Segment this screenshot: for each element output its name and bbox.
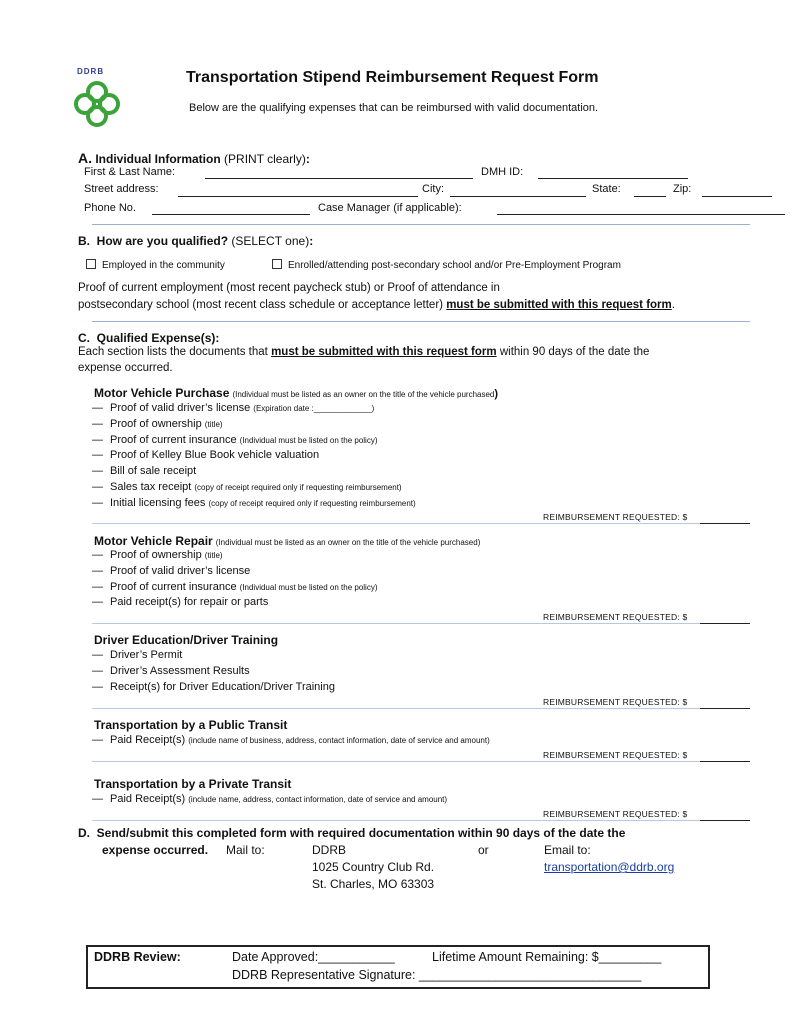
dash-bullet: — <box>92 402 103 414</box>
checklist-item <box>92 734 490 746</box>
checklist-item-text: Proof of ownership <box>110 417 202 430</box>
checklist-item-text: Paid Receipt(s) <box>110 793 186 805</box>
email-link[interactable]: transportation@ddrb.org <box>544 860 675 874</box>
phone-label: Phone No. <box>84 202 136 214</box>
checklist-item-text: Proof of valid driver’s license <box>110 564 251 577</box>
mv-repair-heading: Motor Vehicle Repair (Individual must be listed as an owner on the title of the vehicle purchased) <box>94 534 481 548</box>
private-transit-amount-field[interactable] <box>700 820 750 821</box>
checklist-item-note: (include name, address, contact information, date of service and amount) <box>188 795 448 804</box>
option-enrolled[interactable]: Enrolled/attending post-secondary school and/or Pre-Employment Program <box>272 259 621 271</box>
dash-bullet: — <box>92 734 103 746</box>
checklist-item <box>92 581 378 593</box>
checklist-item <box>92 596 268 608</box>
dash-bullet: — <box>92 681 103 694</box>
zip-field[interactable] <box>702 196 772 197</box>
section-c-intro-line1: Each section lists the documents that must be submitted with this request form within 90 days of the date the <box>78 346 650 358</box>
state-label: State: <box>592 183 621 195</box>
divider <box>92 623 700 624</box>
section-d-line2: expense occurred. <box>102 843 209 857</box>
phone-field[interactable] <box>152 214 310 215</box>
first-last-field[interactable] <box>205 178 473 179</box>
lifetime-amount-field[interactable]: Lifetime Amount Remaining: $_________ <box>432 950 662 964</box>
section-b-heading: B. How are you qualified? (SELECT one): <box>78 234 314 248</box>
checklist-item <box>92 681 335 693</box>
dmh-id-field[interactable] <box>538 178 688 179</box>
checklist-item <box>92 649 182 661</box>
checklist-item-note: (copy of receipt required only if requesting reimbursement) <box>194 483 402 492</box>
dash-bullet: — <box>92 449 103 462</box>
case-manager-label: Case Manager (if applicable): <box>318 202 462 214</box>
address-line2: 1025 Country Club Rd. <box>312 860 435 874</box>
checklist-item-text: Initial licensing fees <box>110 496 206 509</box>
mv-purchase-amount-field[interactable] <box>700 523 750 524</box>
checklist-item-text: Sales tax receipt <box>110 481 192 493</box>
case-manager-field[interactable] <box>497 214 785 215</box>
proof-text-line2: postsecondary school (most recent class schedule or acceptance letter) must be submitted with this request form. <box>78 299 675 311</box>
dash-bullet: — <box>92 481 103 493</box>
divider <box>92 321 750 322</box>
dash-bullet: — <box>92 665 103 678</box>
divider <box>92 224 750 225</box>
checklist-item <box>92 449 319 461</box>
checklist-item-text: Proof of ownership <box>110 549 202 561</box>
ddrb-review-box <box>86 945 710 989</box>
divider <box>92 761 700 762</box>
checklist-item-text: Proof of Kelley Blue Book vehicle valuation <box>110 449 320 462</box>
public-transit-reimbursement-label: REIMBURSEMENT REQUESTED: $ <box>543 750 688 760</box>
section-a-heading: A. Individual Information (PRINT clearly): <box>78 150 310 166</box>
checklist-item <box>92 418 223 430</box>
address-line3: St. Charles, MO 63303 <box>312 877 435 891</box>
checklist-item-text: Paid Receipt(s) <box>110 734 186 746</box>
page-title: Transportation Stipend Reimbursement Request Form <box>186 69 599 86</box>
ddrb-logo-icon <box>72 80 122 128</box>
section-d-heading: D. Send/submit this completed form with required documentation within 90 days of the date the <box>78 826 626 840</box>
street-label: Street address: <box>84 183 159 195</box>
address-line1: DDRB <box>312 843 347 857</box>
divider <box>92 820 700 821</box>
checklist-item-text: Paid receipt(s) for repair or parts <box>110 596 269 609</box>
mv-purchase-heading: Motor Vehicle Purchase (Individual must be listed as an owner on the title of the vehicle purchased) <box>94 386 499 400</box>
checklist-item <box>92 402 374 414</box>
dash-bullet: — <box>92 596 103 609</box>
checklist-item <box>92 549 223 561</box>
checklist-item <box>92 565 250 577</box>
mv-purchase-reimbursement-label: REIMBURSEMENT REQUESTED: $ <box>543 512 688 522</box>
street-field[interactable] <box>178 196 418 197</box>
proof-text-line1: Proof of current employment (most recent paycheck stub) or Proof of attendance in <box>78 282 500 294</box>
checklist-item-note: (title) <box>204 419 223 429</box>
divider <box>92 523 700 524</box>
public-transit-amount-field[interactable] <box>700 761 750 762</box>
divider <box>92 708 700 709</box>
dash-bullet: — <box>92 549 103 561</box>
checklist-item-text: Proof of valid driver’s license <box>110 402 251 414</box>
driver-ed-heading: Driver Education/Driver Training <box>94 633 279 647</box>
checklist-item <box>92 793 447 805</box>
page-subtitle: Below are the qualifying expenses that can be reimbursed with valid documentation. <box>189 102 599 114</box>
checklist-item-text: Driver’s Permit <box>110 649 183 661</box>
city-field[interactable] <box>450 196 586 197</box>
checklist-item-note: (copy of receipt required only if requesting reimbursement) <box>208 498 416 508</box>
checklist-item-note: (include name of business, address, contact information, date of service and amount) <box>188 736 490 745</box>
dash-bullet: — <box>92 564 103 577</box>
checklist-item <box>92 481 402 493</box>
dmh-id-label: DMH ID: <box>481 166 524 178</box>
checklist-item-text: Receipt(s) for Driver Education/Driver Training <box>110 681 335 694</box>
checklist-item <box>92 434 378 446</box>
checklist-item-text: Proof of current insurance <box>110 433 237 446</box>
dash-bullet: — <box>92 433 103 446</box>
option-employed[interactable]: Employed in the community <box>86 259 225 271</box>
dash-bullet: — <box>92 465 103 478</box>
dash-bullet: — <box>92 580 103 593</box>
checklist-item-text: Driver’s Assessment Results <box>110 665 250 678</box>
checklist-item-note: (title) <box>204 551 223 560</box>
section-c-heading: C. Qualified Expense(s): <box>78 331 220 345</box>
mail-to-label: Mail to: <box>226 843 265 857</box>
section-c-intro-line2: expense occurred. <box>78 362 173 374</box>
state-field[interactable] <box>634 196 666 197</box>
review-title: DDRB Review: <box>94 950 181 964</box>
driver-ed-reimbursement-label: REIMBURSEMENT REQUESTED: $ <box>543 697 688 707</box>
or-label: or <box>478 843 489 857</box>
dash-bullet: — <box>92 793 103 805</box>
employed-checkbox[interactable] <box>86 259 96 269</box>
checklist-item-note: (Individual must be listed on the policy) <box>239 582 378 592</box>
checklist-item <box>92 497 416 509</box>
signature-field[interactable]: DDRB Representative Signature: ________________________________ <box>232 968 642 982</box>
email-to-label: Email to: <box>544 843 591 857</box>
dash-bullet: — <box>92 649 103 661</box>
public-transit-heading: Transportation by a Public Transit <box>94 718 288 732</box>
checklist-item-text: Bill of sale receipt <box>110 465 197 478</box>
checklist-item-note: (Expiration date :_____________) <box>253 404 375 413</box>
mv-repair-reimbursement-label: REIMBURSEMENT REQUESTED: $ <box>543 612 688 622</box>
enrolled-checkbox[interactable] <box>272 259 282 269</box>
checklist-item-text: Proof of current insurance <box>110 580 237 593</box>
org-logo-text: DDRB <box>77 67 105 76</box>
private-transit-heading: Transportation by a Private Transit <box>94 777 292 791</box>
date-approved-field[interactable]: Date Approved:___________ <box>232 950 395 964</box>
checklist-item-note: (Individual must be listed on the policy) <box>239 435 378 445</box>
dash-bullet: — <box>92 417 103 430</box>
checklist-item <box>92 665 250 677</box>
checklist-item <box>92 465 196 477</box>
dash-bullet: — <box>92 496 103 509</box>
first-last-label: First & Last Name: <box>84 166 176 178</box>
mv-repair-amount-field[interactable] <box>700 623 750 624</box>
city-label: City: <box>422 183 444 195</box>
zip-label: Zip: <box>673 183 692 195</box>
driver-ed-amount-field[interactable] <box>700 708 750 709</box>
private-transit-reimbursement-label: REIMBURSEMENT REQUESTED: $ <box>543 809 688 819</box>
